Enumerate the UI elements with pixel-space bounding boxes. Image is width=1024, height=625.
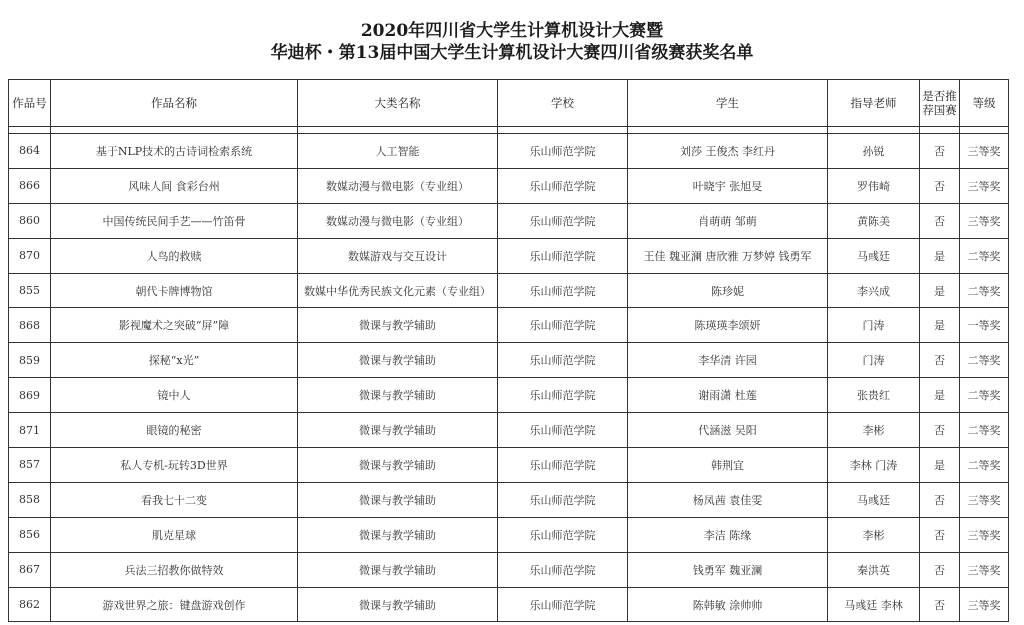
cell-recommend: 是 xyxy=(920,238,960,273)
cell-students: 陈珍妮 xyxy=(628,273,828,308)
cell-category: 微课与教学辅助 xyxy=(298,517,498,552)
cell-grade: 二等奖 xyxy=(960,343,1009,378)
cell-grade: 三等奖 xyxy=(960,168,1009,203)
cell-category: 微课与教学辅助 xyxy=(298,482,498,517)
cell-category: 微课与教学辅助 xyxy=(298,448,498,483)
cell-work: 兵法三招教你做特效 xyxy=(51,552,298,587)
cell-work: 风味人间 食彩台州 xyxy=(51,168,298,203)
cell-id: 859 xyxy=(9,343,51,378)
cell-school: 乐山师范学院 xyxy=(498,413,628,448)
cell-work: 镜中人 xyxy=(51,378,298,413)
cell-recommend: 是 xyxy=(920,273,960,308)
cell-category: 数媒动漫与微电影（专业组） xyxy=(298,203,498,238)
table-row xyxy=(9,413,1009,448)
cell-recommend: 否 xyxy=(920,552,960,587)
cell-id: 858 xyxy=(9,482,51,517)
cell-work: 眼镜的秘密 xyxy=(51,413,298,448)
cell-students: 陈韩敏 涂帅帅 xyxy=(628,587,828,622)
table-row xyxy=(9,448,1009,483)
cell-id: 856 xyxy=(9,517,51,552)
header-teacher: 指导老师 xyxy=(828,80,920,127)
cell-category: 数媒动漫与微电影（专业组） xyxy=(298,168,498,203)
table-row xyxy=(9,168,1009,203)
cell-teacher: 李彬 xyxy=(828,413,920,448)
cell-grade: 二等奖 xyxy=(960,273,1009,308)
cell-category: 微课与教学辅助 xyxy=(298,308,498,343)
cell-students: 刘莎 王俊杰 李红丹 xyxy=(628,134,828,169)
cell-id: 868 xyxy=(9,308,51,343)
cell-teacher: 张贵红 xyxy=(828,378,920,413)
cell-school: 乐山师范学院 xyxy=(498,552,628,587)
cell-category: 微课与教学辅助 xyxy=(298,378,498,413)
cell-category: 人工智能 xyxy=(298,134,498,169)
cell-school: 乐山师范学院 xyxy=(498,238,628,273)
header-grade: 等级 xyxy=(960,80,1009,127)
cell-teacher: 门涛 xyxy=(828,343,920,378)
table-row xyxy=(9,308,1009,343)
cell-school: 乐山师范学院 xyxy=(498,448,628,483)
header-category: 大类名称 xyxy=(298,80,498,127)
cell-school: 乐山师范学院 xyxy=(498,482,628,517)
document-title-line2: 华迪杯・第13届中国大学生计算机设计大赛四川省级赛获奖名单 xyxy=(270,43,754,63)
cell-recommend: 否 xyxy=(920,168,960,203)
cell-id: 862 xyxy=(9,587,51,622)
cell-grade: 二等奖 xyxy=(960,448,1009,483)
header-school: 学校 xyxy=(498,80,628,127)
cell-school: 乐山师范学院 xyxy=(498,343,628,378)
cell-grade: 三等奖 xyxy=(960,587,1009,622)
table-header-row xyxy=(9,80,1009,127)
cell-id: 857 xyxy=(9,448,51,483)
cell-work: 基于NLP技术的古诗词检索系统 xyxy=(51,134,298,169)
cell-id: 860 xyxy=(9,203,51,238)
cell-category: 微课与教学辅助 xyxy=(298,552,498,587)
header-recommend: 是否推荐国赛 xyxy=(920,80,960,127)
cell-school: 乐山师范学院 xyxy=(498,378,628,413)
cell-category: 数媒游戏与交互设计 xyxy=(298,238,498,273)
cell-work: 游戏世界之旅：键盘游戏创作 xyxy=(51,587,298,622)
table-row xyxy=(9,203,1009,238)
cell-category: 微课与教学辅助 xyxy=(298,413,498,448)
cell-recommend: 是 xyxy=(920,448,960,483)
cell-work: 看我七十二变 xyxy=(51,482,298,517)
cell-students: 韩荆宜 xyxy=(628,448,828,483)
cell-students: 代涵滋 吴阳 xyxy=(628,413,828,448)
cell-id: 867 xyxy=(9,552,51,587)
cell-recommend: 否 xyxy=(920,134,960,169)
cell-category: 微课与教学辅助 xyxy=(298,587,498,622)
cell-teacher: 李彬 xyxy=(828,517,920,552)
cell-id: 870 xyxy=(9,238,51,273)
cell-work: 中国传统民间手艺——竹笛骨 xyxy=(51,203,298,238)
cell-teacher: 秦洪英 xyxy=(828,552,920,587)
cell-students: 钱勇军 魏亚澜 xyxy=(628,552,828,587)
cell-recommend: 否 xyxy=(920,343,960,378)
cell-id: 866 xyxy=(9,168,51,203)
cell-teacher: 孙锐 xyxy=(828,134,920,169)
cell-recommend: 否 xyxy=(920,413,960,448)
cell-grade: 二等奖 xyxy=(960,378,1009,413)
cell-recommend: 否 xyxy=(920,482,960,517)
cell-students: 李洁 陈缘 xyxy=(628,517,828,552)
cell-students: 肖萌萌 邹萌 xyxy=(628,203,828,238)
cell-teacher: 马彧廷 xyxy=(828,482,920,517)
table-row xyxy=(9,238,1009,273)
cell-school: 乐山师范学院 xyxy=(498,134,628,169)
cell-recommend: 否 xyxy=(920,203,960,238)
cell-recommend: 否 xyxy=(920,587,960,622)
cell-grade: 三等奖 xyxy=(960,134,1009,169)
cell-grade: 二等奖 xyxy=(960,413,1009,448)
cell-id: 855 xyxy=(9,273,51,308)
cell-id: 871 xyxy=(9,413,51,448)
cell-students: 王佳 魏亚澜 唐欣雅 万梦婷 钱勇军 xyxy=(628,238,828,273)
cell-work: 人鸟的救赎 xyxy=(51,238,298,273)
cell-grade: 三等奖 xyxy=(960,552,1009,587)
cell-grade: 三等奖 xyxy=(960,203,1009,238)
cell-teacher: 李林 门涛 xyxy=(828,448,920,483)
cell-id: 864 xyxy=(9,134,51,169)
table-row xyxy=(9,378,1009,413)
cell-grade: 一等奖 xyxy=(960,308,1009,343)
header-students: 学生 xyxy=(628,80,828,127)
cell-students: 杨凤茜 袁佳雯 xyxy=(628,482,828,517)
table-row xyxy=(9,517,1009,552)
cell-teacher: 罗伟崎 xyxy=(828,168,920,203)
cell-students: 李华清 许园 xyxy=(628,343,828,378)
cell-teacher: 门涛 xyxy=(828,308,920,343)
cell-grade: 三等奖 xyxy=(960,482,1009,517)
cell-category: 微课与教学辅助 xyxy=(298,343,498,378)
cell-teacher: 马彧廷 李林 xyxy=(828,587,920,622)
table-row xyxy=(9,273,1009,308)
cell-students: 叶晓宇 张旭旻 xyxy=(628,168,828,203)
table-row xyxy=(9,482,1009,517)
document-title-line1: 2020年四川省大学生计算机设计大赛暨 xyxy=(360,21,664,41)
table-row xyxy=(9,134,1009,169)
cell-work: 私人专机-玩转3D世界 xyxy=(51,448,298,483)
cell-school: 乐山师范学院 xyxy=(498,203,628,238)
cell-school: 乐山师范学院 xyxy=(498,168,628,203)
cell-school: 乐山师范学院 xyxy=(498,587,628,622)
cell-grade: 三等奖 xyxy=(960,517,1009,552)
header-id: 作品号 xyxy=(9,80,51,127)
cell-work: 肌克星球 xyxy=(51,517,298,552)
cell-recommend: 否 xyxy=(920,517,960,552)
cell-recommend: 是 xyxy=(920,378,960,413)
header-work: 作品名称 xyxy=(51,80,298,127)
cell-school: 乐山师范学院 xyxy=(498,308,628,343)
table-body xyxy=(9,134,1009,622)
header-spacer xyxy=(9,127,1009,134)
cell-school: 乐山师范学院 xyxy=(498,273,628,308)
table-row xyxy=(9,587,1009,622)
cell-teacher: 李兴成 xyxy=(828,273,920,308)
cell-grade: 二等奖 xyxy=(960,238,1009,273)
cell-students: 陈瑛瑛李颂妍 xyxy=(628,308,828,343)
cell-category: 数媒中华优秀民族文化元素（专业组） xyxy=(298,273,498,308)
cell-id: 869 xyxy=(9,378,51,413)
cell-teacher: 马彧廷 xyxy=(828,238,920,273)
awards-table xyxy=(8,79,1009,622)
cell-students: 谢雨潇 杜莲 xyxy=(628,378,828,413)
cell-teacher: 黄陈美 xyxy=(828,203,920,238)
cell-work: 探秘“x光” xyxy=(51,343,298,378)
cell-school: 乐山师范学院 xyxy=(498,517,628,552)
table-row xyxy=(9,343,1009,378)
cell-work: 朝代卡牌博物馆 xyxy=(51,273,298,308)
table-row xyxy=(9,552,1009,587)
cell-recommend: 是 xyxy=(920,308,960,343)
cell-work: 影视魔术之突破“屏”障 xyxy=(51,308,298,343)
